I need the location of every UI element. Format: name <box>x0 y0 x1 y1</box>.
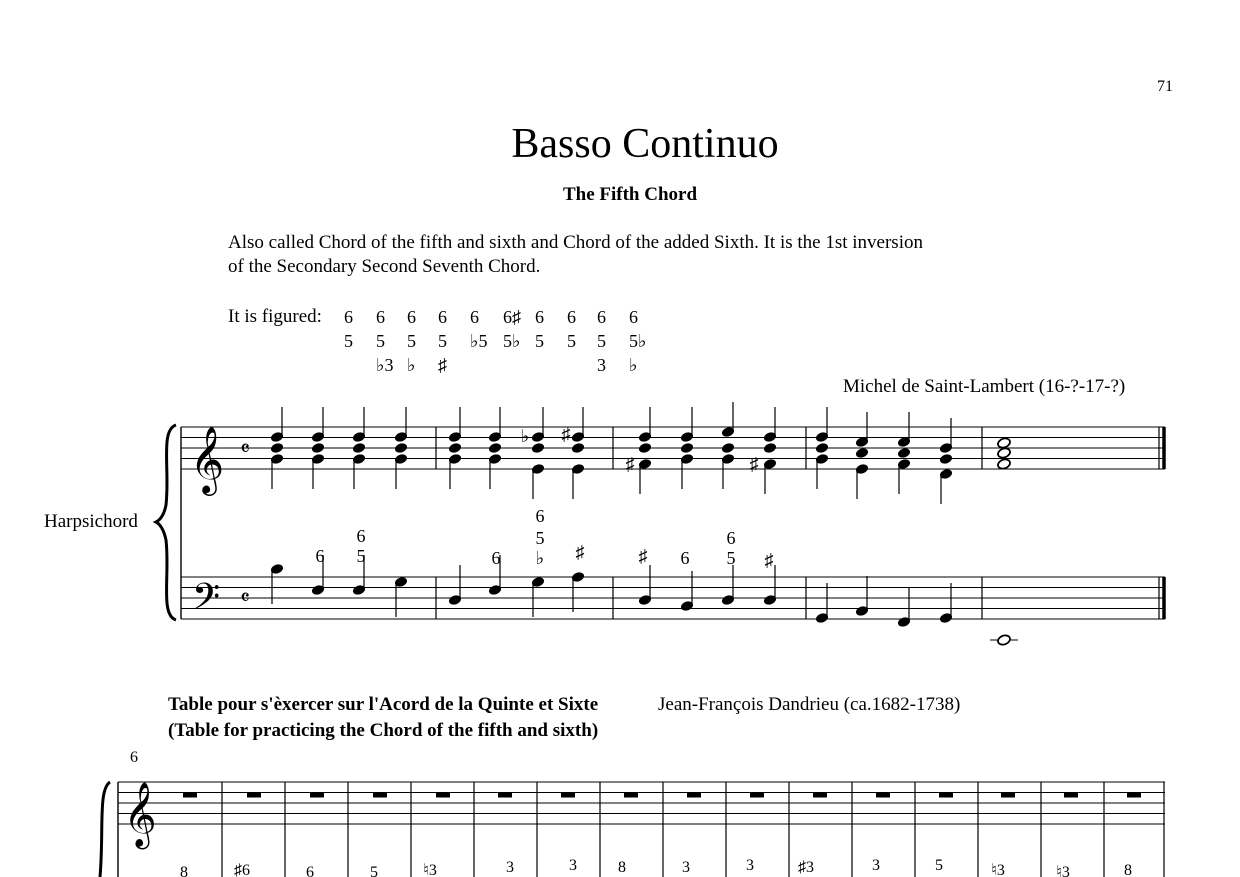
whole-rest <box>247 793 261 798</box>
section-subtitle: The Fifth Chord <box>562 184 698 205</box>
bass-figure: ♯ <box>764 550 774 570</box>
bass-figure: ♮3 <box>423 862 437 877</box>
whole-rest <box>939 793 953 798</box>
whole-note <box>997 437 1012 450</box>
note-head <box>815 442 830 455</box>
intro-line-2: of the Secondary Second Seventh Chord. <box>228 256 541 277</box>
figure-mid: ♭5 <box>470 331 488 351</box>
example2-title: Table pour s'èxercer sur l'Acord de la Quinte et Sixte <box>168 694 599 715</box>
whole-rest <box>624 793 638 798</box>
figure-top: 6 <box>535 307 544 327</box>
figure-top: 6 <box>376 307 385 327</box>
bass-figure: 3 <box>569 857 577 874</box>
figure-mid: 5 <box>344 331 353 351</box>
bass-figure: 6 <box>315 546 325 566</box>
bass-figure: 6 <box>356 526 366 546</box>
figure-top: 6 <box>344 307 353 327</box>
note-head <box>448 442 463 455</box>
whole-rest <box>876 793 890 798</box>
bass-figure: 5 <box>935 857 943 874</box>
whole-rest <box>183 793 197 798</box>
whole-rest <box>561 793 575 798</box>
example2-translation: (Table for practicing the Chord of the fifth and sixth) <box>168 720 599 741</box>
treble-clef: 𝄞 <box>189 427 225 492</box>
bass-figure: 6 <box>726 528 736 548</box>
whole-rest <box>310 793 324 798</box>
brace <box>156 425 176 620</box>
bass-figure: ♯ <box>638 546 648 566</box>
figured-label: It is figured: <box>228 306 322 327</box>
measure-number: 6 <box>130 749 138 766</box>
accidental: ♯ <box>561 424 571 444</box>
bass-figure: 5 <box>370 864 378 877</box>
time-signature: 𝄴 <box>240 585 250 610</box>
whole-note <box>997 634 1012 647</box>
composer-saint-lambert: Michel de Saint-Lambert (16-?-17-?) <box>843 376 1126 397</box>
figure-mid: 5 <box>567 331 576 351</box>
note-head <box>270 442 285 455</box>
bass-figure: 8 <box>180 864 188 877</box>
bass-clef: 𝄢 <box>191 577 221 626</box>
note-head <box>897 447 912 460</box>
bass-figure: ♮3 <box>1056 864 1070 877</box>
figure-top: 6♯ <box>503 307 521 327</box>
whole-rest <box>436 793 450 798</box>
bass-figure: 3 <box>746 857 754 874</box>
note-head <box>571 442 586 455</box>
note-head <box>352 442 367 455</box>
figure-bot: ♭3 <box>376 355 394 375</box>
intro-line-1: Also called Chord of the fifth and sixth and Chord of the added Sixth. It is the 1st inversion <box>228 232 923 253</box>
bass-figure: 6 <box>535 506 545 526</box>
whole-rest <box>687 793 701 798</box>
accidental: ♭ <box>520 426 530 446</box>
bass-figure: 5 <box>535 528 545 548</box>
page-title: Basso Continuo <box>511 121 779 167</box>
figure-bot: 3 <box>597 355 606 375</box>
figure-top: 6 <box>438 307 447 327</box>
figure-mid: 5 <box>376 331 385 351</box>
bass-figure: 5 <box>356 546 366 566</box>
whole-rest <box>750 793 764 798</box>
figure-top: 6 <box>597 307 606 327</box>
whole-note <box>997 447 1012 460</box>
treble-clef: 𝄞 <box>123 784 157 846</box>
note-head <box>488 442 503 455</box>
bass-figure: 6 <box>306 864 314 877</box>
figure-top: 6 <box>470 307 479 327</box>
whole-rest <box>813 793 827 798</box>
note-head <box>680 442 695 455</box>
whole-rest <box>1001 793 1015 798</box>
bass-figure: 6 <box>680 548 690 568</box>
figure-mid: 5♭ <box>503 331 521 351</box>
whole-note <box>997 458 1012 471</box>
figure-bot: ♭ <box>629 355 638 375</box>
figure-mid: 5 <box>407 331 416 351</box>
figure-bot: ♯ <box>438 355 447 375</box>
whole-rest <box>1127 793 1141 798</box>
bass-figure: 3 <box>872 857 880 874</box>
note-head <box>855 447 870 460</box>
bass-figure: 6 <box>491 548 501 568</box>
bass-figure: 3 <box>506 859 514 876</box>
bass-figure: ♯3 <box>798 859 814 876</box>
note-head <box>394 442 409 455</box>
example2-composer: Jean-François Dandrieu (ca.1682-1738) <box>658 694 961 715</box>
accidental: ♯ <box>625 454 635 474</box>
figure-top: 6 <box>567 307 576 327</box>
bass-figure: ♮3 <box>991 862 1005 877</box>
instrument-label: Harpsichord <box>44 511 138 532</box>
whole-rest <box>373 793 387 798</box>
figure-mid: 5 <box>438 331 447 351</box>
figure-bot: ♭ <box>407 355 416 375</box>
bass-figure: 8 <box>618 859 626 876</box>
figure-top: 6 <box>629 307 638 327</box>
bass-figure: 3 <box>682 859 690 876</box>
note-head <box>311 442 326 455</box>
bass-figure: 5 <box>726 548 736 568</box>
brace <box>100 782 110 877</box>
whole-rest <box>1064 793 1078 798</box>
accidental: ♯ <box>749 454 759 474</box>
note-head <box>531 442 546 455</box>
note-head <box>638 442 653 455</box>
bass-figure: ♯6 <box>234 862 250 877</box>
time-signature: 𝄴 <box>240 436 250 461</box>
whole-rest <box>498 793 512 798</box>
figure-top: 6 <box>407 307 416 327</box>
figure-mid: 5♭ <box>629 331 647 351</box>
figure-mid: 5 <box>597 331 606 351</box>
note-head <box>763 442 778 455</box>
bass-figure: ♯ <box>575 542 585 562</box>
note-head <box>721 442 736 455</box>
figure-mid: 5 <box>535 331 544 351</box>
page-number: 71 <box>1157 78 1173 95</box>
note-head <box>939 453 954 466</box>
bass-figure: 8 <box>1124 862 1132 877</box>
bass-figure: ♭ <box>535 548 545 568</box>
